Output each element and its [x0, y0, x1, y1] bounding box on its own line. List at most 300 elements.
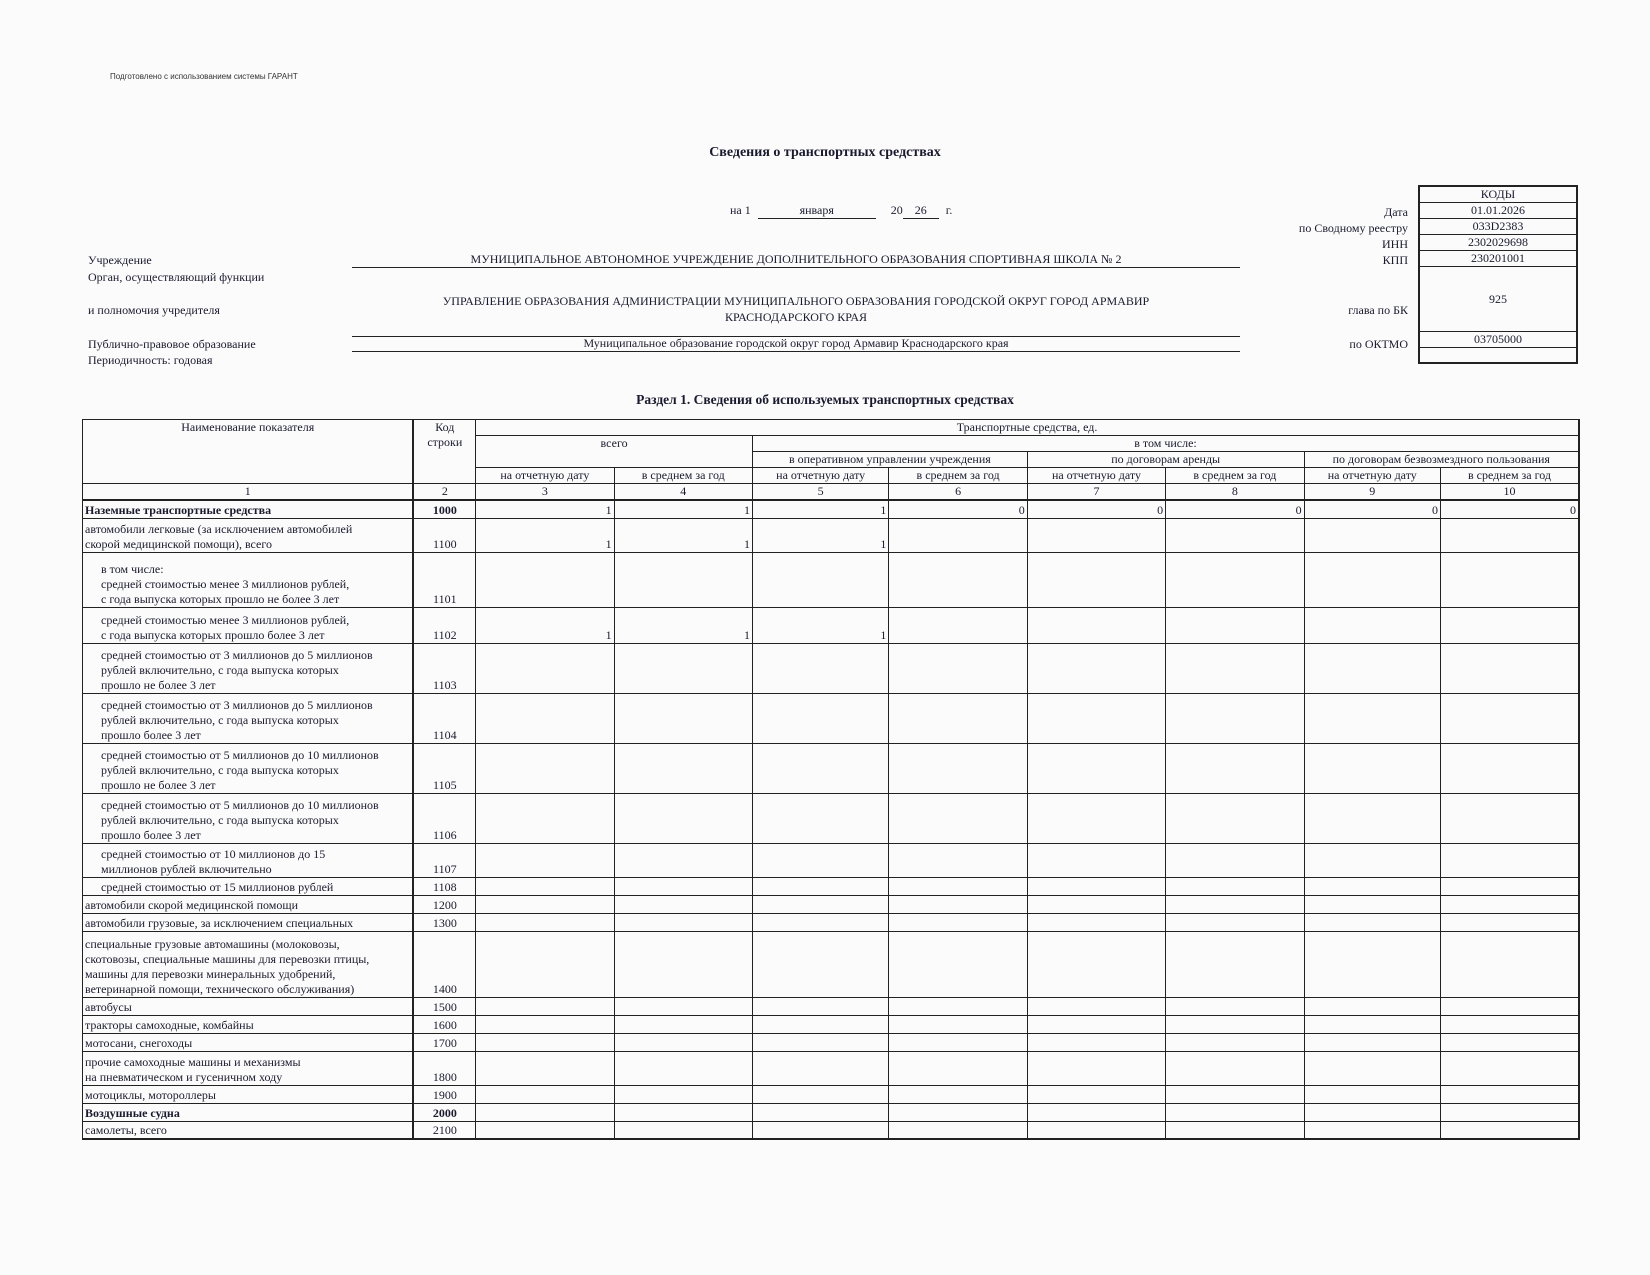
- row-name-line: средней стоимостью от 3 миллионов до 5 миллионов: [101, 697, 373, 712]
- row-value: 1: [752, 500, 888, 518]
- row-code: 1300: [413, 913, 475, 931]
- row-value: [752, 1103, 888, 1121]
- report-date-line: [730, 203, 952, 219]
- row-code: 1500: [413, 997, 475, 1015]
- row-value: [1166, 743, 1304, 793]
- row-code: 1106: [413, 793, 475, 843]
- row-value: [1166, 607, 1304, 643]
- row-value: [1166, 1085, 1304, 1103]
- row-value: [1440, 607, 1579, 643]
- table-row: [83, 913, 1580, 931]
- row-code: 1800: [413, 1051, 475, 1085]
- row-name-line: рублей включительно, с года выпуска которых: [101, 812, 339, 827]
- row-value: [1304, 895, 1440, 913]
- organ-label-line1: Орган, осуществляющий функции: [88, 270, 265, 284]
- col-number: 7: [1027, 484, 1165, 501]
- row-value: [889, 1103, 1027, 1121]
- date-prefix: на 1: [730, 203, 751, 217]
- row-value: [1304, 607, 1440, 643]
- row-value: [1166, 997, 1304, 1015]
- transport-table: [82, 419, 1580, 1140]
- row-value: [889, 1051, 1027, 1085]
- row-value: [614, 1121, 752, 1139]
- row-value: [1027, 1085, 1165, 1103]
- row-value: [1440, 913, 1579, 931]
- row-value: [1304, 1121, 1440, 1139]
- row-value: [476, 1015, 614, 1033]
- row-name: [83, 743, 414, 793]
- row-value: [1166, 643, 1304, 693]
- row-value: [614, 931, 752, 997]
- row-value: [476, 1033, 614, 1051]
- row-code: 1108: [413, 877, 475, 895]
- row-value: [476, 743, 614, 793]
- header-rent: по договорам аренды: [1027, 452, 1304, 468]
- row-value: [1027, 1033, 1165, 1051]
- header-transport: Транспортные средства, ед.: [476, 420, 1579, 436]
- row-name: [83, 931, 414, 997]
- row-code: 1103: [413, 643, 475, 693]
- col-number: 8: [1166, 484, 1304, 501]
- row-name-line: ветеринарной помощи, технического обслуживания): [85, 981, 355, 996]
- date-month: января: [758, 203, 876, 219]
- header-name: Наименование показателя: [83, 420, 414, 484]
- row-value: [1440, 743, 1579, 793]
- row-value: [1440, 1033, 1579, 1051]
- code-value-registry: 033D2383: [1419, 219, 1577, 235]
- row-code: 1102: [413, 607, 475, 643]
- table-row: [83, 643, 1580, 693]
- row-value: [476, 877, 614, 895]
- col-number: 3: [476, 484, 614, 501]
- row-name-line: самолеты, всего: [85, 1123, 167, 1137]
- row-name: [83, 1085, 414, 1103]
- institution-label: Учреждение: [88, 253, 152, 267]
- table-row: [83, 793, 1580, 843]
- row-value: [1166, 793, 1304, 843]
- col-number: 10: [1440, 484, 1579, 501]
- row-name-line: рублей включительно, с года выпуска которых: [101, 762, 339, 777]
- row-name-line: средней стоимостью менее 3 миллионов рублей,: [101, 612, 350, 627]
- row-value: [752, 997, 888, 1015]
- row-name-line: прошло более 3 лет: [101, 827, 201, 842]
- table-row: [83, 518, 1580, 552]
- row-value: [614, 793, 752, 843]
- row-name: [83, 552, 414, 607]
- row-value: [889, 1033, 1027, 1051]
- row-code: 1100: [413, 518, 475, 552]
- row-code: 1700: [413, 1033, 475, 1051]
- row-value: [1027, 693, 1165, 743]
- row-name-line: скотовозы, специальные машины для перевозки птицы,: [85, 951, 370, 966]
- row-value: [1027, 931, 1165, 997]
- organ-value-line1: УПРАВЛЕНИЕ ОБРАЗОВАНИЯ АДМИНИСТРАЦИИ МУНИЦИПАЛЬНОГО ОБРАЗОВАНИЯ ГОРОДСКОЙ ОКРУГ ГОРОД АРМАВИР: [442, 294, 1150, 308]
- row-name-line: Воздушные судна: [85, 1105, 180, 1120]
- row-value: 1: [752, 518, 888, 552]
- row-value: [476, 693, 614, 743]
- row-value: [1166, 1015, 1304, 1033]
- ppo-label: Публично-правовое образование: [88, 337, 256, 351]
- table-row: [83, 693, 1580, 743]
- row-value: [889, 843, 1027, 877]
- row-code: 1107: [413, 843, 475, 877]
- row-name: [83, 1015, 414, 1033]
- date-year-prefix: 20: [890, 203, 903, 217]
- row-value: [614, 1085, 752, 1103]
- row-value: [476, 843, 614, 877]
- row-value: [889, 895, 1027, 913]
- header-col-avg: в среднем за год: [1166, 468, 1304, 484]
- row-value: 1: [614, 518, 752, 552]
- row-name-line: средней стоимостью менее 3 миллионов рублей,: [101, 576, 350, 591]
- row-value: [1027, 643, 1165, 693]
- row-value: [1027, 1121, 1165, 1139]
- row-value: 0: [1166, 500, 1304, 518]
- page-title: Сведения о транспортных средствах: [709, 145, 941, 160]
- row-value: [1440, 877, 1579, 895]
- col-number: 2: [413, 484, 475, 501]
- row-code: 2100: [413, 1121, 475, 1139]
- row-value: [614, 643, 752, 693]
- row-value: 1: [476, 518, 614, 552]
- row-value: [752, 913, 888, 931]
- institution-value: МУНИЦИПАЛЬНОЕ АВТОНОМНОЕ УЧРЕЖДЕНИЕ ДОПОЛНИТЕЛЬНОГО ОБРАЗОВАНИЯ СПОРТИВНАЯ ШКОЛА № 2: [352, 252, 1240, 268]
- row-value: [1440, 552, 1579, 607]
- row-value: [752, 1085, 888, 1103]
- row-name: [83, 913, 414, 931]
- row-value: 1: [476, 607, 614, 643]
- row-value: 1: [614, 607, 752, 643]
- row-value: [1166, 1103, 1304, 1121]
- row-value: [1440, 895, 1579, 913]
- row-name-line: с года выпуска которых прошло не более 3 лет: [101, 591, 340, 606]
- row-code: 1600: [413, 1015, 475, 1033]
- row-value: [1166, 877, 1304, 895]
- header-code-line1: Код: [435, 420, 455, 434]
- code-label-oktmo: по ОКТМО: [1349, 337, 1408, 351]
- header-col-avg: в среднем за год: [889, 468, 1027, 484]
- row-name: [83, 997, 414, 1015]
- table-row: [83, 743, 1580, 793]
- row-name-line: автомобили скорой медицинской помощи: [85, 897, 299, 912]
- header-total: всего: [476, 436, 753, 468]
- row-value: [752, 877, 888, 895]
- code-label-registry: по Сводному реестру: [1298, 221, 1408, 235]
- row-value: [614, 913, 752, 931]
- row-name: [83, 607, 414, 643]
- row-value: [889, 518, 1027, 552]
- row-value: [889, 913, 1027, 931]
- header-col-at-date: на отчетную дату: [752, 468, 888, 484]
- row-value: [1440, 518, 1579, 552]
- row-name-line: специальные грузовые автомашины (молоковозы,: [85, 936, 340, 951]
- code-value-inn: 2302029698: [1419, 235, 1577, 251]
- row-value: [889, 877, 1027, 895]
- row-name: [83, 793, 414, 843]
- row-value: [1440, 643, 1579, 693]
- row-value: [1440, 1051, 1579, 1085]
- row-value: [614, 1103, 752, 1121]
- organ-value-line2: КРАСНОДАРСКОГО КРАЯ: [724, 310, 868, 324]
- row-value: [1027, 877, 1165, 895]
- col-number: 9: [1304, 484, 1440, 501]
- row-code: 1200: [413, 895, 475, 913]
- table-row: [83, 607, 1580, 643]
- row-value: 0: [1304, 500, 1440, 518]
- row-value: [752, 1121, 888, 1139]
- code-label-date: Дата: [1384, 205, 1408, 219]
- row-value: [476, 895, 614, 913]
- row-name: [83, 643, 414, 693]
- row-name: [83, 843, 414, 877]
- row-value: [1304, 1085, 1440, 1103]
- row-name: [83, 518, 414, 552]
- row-value: 0: [1440, 500, 1579, 518]
- table-row: [83, 1015, 1580, 1033]
- row-value: [889, 693, 1027, 743]
- row-value: [476, 643, 614, 693]
- row-value: [614, 877, 752, 895]
- row-name: [83, 895, 414, 913]
- row-value: [889, 931, 1027, 997]
- table-row: [83, 895, 1580, 913]
- row-code: 1101: [413, 552, 475, 607]
- row-name-line: средней стоимостью от 5 миллионов до 10 миллионов: [101, 797, 379, 812]
- header-col-at-date: на отчетную дату: [1304, 468, 1440, 484]
- row-value: [1027, 895, 1165, 913]
- row-name-line: прошло не более 3 лет: [101, 677, 216, 692]
- row-value: [752, 843, 888, 877]
- row-value: [1440, 1015, 1579, 1033]
- table-row: [83, 1121, 1580, 1139]
- row-value: [889, 643, 1027, 693]
- row-value: [1166, 693, 1304, 743]
- row-value: [1304, 913, 1440, 931]
- row-value: [1166, 1121, 1304, 1139]
- row-value: [1027, 518, 1165, 552]
- organ-label-line2: и полномочия учредителя: [88, 303, 220, 317]
- row-value: [1304, 793, 1440, 843]
- row-name-line: автобусы: [85, 999, 132, 1014]
- row-value: [614, 997, 752, 1015]
- row-value: [1166, 1051, 1304, 1085]
- row-value: [1166, 843, 1304, 877]
- row-name-line: в том числе:: [101, 561, 164, 576]
- row-value: [889, 793, 1027, 843]
- code-value-date: 01.01.2026: [1419, 203, 1577, 219]
- date-year: 26: [903, 203, 939, 219]
- row-name: [83, 1051, 414, 1085]
- row-name-line: автомобили грузовые, за исключением специальных: [85, 915, 354, 930]
- row-value: [1304, 1015, 1440, 1033]
- row-value: [1166, 552, 1304, 607]
- header-col-avg: в среднем за год: [1440, 468, 1579, 484]
- col-number: 1: [83, 484, 414, 501]
- row-value: 0: [1027, 500, 1165, 518]
- row-value: [889, 1015, 1027, 1033]
- row-value: [1440, 843, 1579, 877]
- row-value: [476, 552, 614, 607]
- row-name-line: прочие самоходные машины и механизмы: [85, 1054, 301, 1069]
- row-value: [1304, 1051, 1440, 1085]
- row-value: [752, 743, 888, 793]
- col-number: 5: [752, 484, 888, 501]
- row-name-line: прошло не более 3 лет: [101, 777, 216, 792]
- row-value: [476, 793, 614, 843]
- table-row: [83, 1051, 1580, 1085]
- row-value: [476, 1121, 614, 1139]
- row-code: 1400: [413, 931, 475, 997]
- row-value: [476, 913, 614, 931]
- table-row: [83, 997, 1580, 1015]
- row-name-line: с года выпуска которых прошло более 3 лет: [101, 627, 325, 642]
- row-name-line: скорой медицинской помощи), всего: [85, 536, 272, 551]
- code-value-oktmo: 03705000: [1419, 332, 1577, 348]
- row-value: [889, 607, 1027, 643]
- row-value: [1027, 913, 1165, 931]
- row-name-line: мотоциклы, мотороллеры: [85, 1087, 216, 1102]
- organ-value: [352, 293, 1240, 337]
- row-value: [1440, 693, 1579, 743]
- code-value-glava-bk: 925: [1419, 267, 1577, 332]
- header-code-line2: строки: [427, 435, 463, 449]
- row-value: [1304, 931, 1440, 997]
- row-value: [1027, 843, 1165, 877]
- row-value: [752, 1015, 888, 1033]
- row-name-line: рублей включительно, с года выпуска которых: [101, 712, 339, 727]
- row-name: [83, 693, 414, 743]
- row-value: [1304, 1033, 1440, 1051]
- code-label-glava-bk: глава по БК: [1348, 303, 1408, 317]
- row-value: [476, 1051, 614, 1085]
- header-operative: в оперативном управлении учреждения: [752, 452, 1027, 468]
- table-row: [83, 843, 1580, 877]
- row-value: [752, 1033, 888, 1051]
- row-value: [1440, 1085, 1579, 1103]
- col-number: 6: [889, 484, 1027, 501]
- row-name: [83, 1033, 414, 1051]
- row-value: [1027, 607, 1165, 643]
- row-value: 0: [889, 500, 1027, 518]
- row-value: [1440, 793, 1579, 843]
- row-code: 1900: [413, 1085, 475, 1103]
- row-value: [752, 895, 888, 913]
- date-suffix: г.: [945, 203, 953, 217]
- row-value: [614, 552, 752, 607]
- row-value: [752, 643, 888, 693]
- code-label-kpp: КПП: [1382, 253, 1408, 267]
- row-value: [1304, 877, 1440, 895]
- row-name-line: автомобили легковые (за исключением автомобилей: [85, 521, 353, 536]
- row-value: [614, 693, 752, 743]
- row-value: [1027, 997, 1165, 1015]
- row-value: [889, 997, 1027, 1015]
- row-value: [1027, 793, 1165, 843]
- row-value: [614, 895, 752, 913]
- header-free-use: по договорам безвозмездного пользования: [1304, 452, 1579, 468]
- row-name-line: средней стоимостью от 3 миллионов до 5 миллионов: [101, 647, 373, 662]
- row-value: [1027, 1051, 1165, 1085]
- row-value: [1304, 997, 1440, 1015]
- header-including: в том числе:: [752, 436, 1579, 452]
- row-value: [1027, 1103, 1165, 1121]
- table-row: [83, 1033, 1580, 1051]
- row-name-line: миллионов рублей включительно: [101, 861, 272, 876]
- table-body: [83, 500, 1580, 1139]
- row-value: [476, 931, 614, 997]
- code-label-inn: ИНН: [1382, 237, 1408, 251]
- row-name-line: машины для перевозки минеральных удобрений,: [85, 966, 336, 981]
- periodicity: Периодичность: годовая: [88, 353, 213, 367]
- row-value: [752, 693, 888, 743]
- row-value: [1304, 743, 1440, 793]
- row-name-line: средней стоимостью от 5 миллионов до 10 миллионов: [101, 747, 379, 762]
- row-value: [1166, 913, 1304, 931]
- row-name-line: рублей включительно, с года выпуска которых: [101, 662, 339, 677]
- row-value: [889, 743, 1027, 793]
- row-value: [889, 1085, 1027, 1103]
- row-name-line: средней стоимостью от 15 миллионов рублей: [101, 879, 334, 894]
- row-value: [752, 552, 888, 607]
- row-value: [476, 1085, 614, 1103]
- row-value: [1304, 518, 1440, 552]
- row-name: [83, 877, 414, 895]
- table-row: [83, 1103, 1580, 1121]
- row-value: [1304, 1103, 1440, 1121]
- row-value: [1304, 552, 1440, 607]
- table-row: [83, 552, 1580, 607]
- row-code: 2000: [413, 1103, 475, 1121]
- codes-box: [1418, 185, 1578, 364]
- row-value: [614, 1015, 752, 1033]
- row-value: [752, 1051, 888, 1085]
- header-col-avg: в среднем за год: [614, 468, 752, 484]
- row-value: [1027, 552, 1165, 607]
- row-value: [614, 843, 752, 877]
- row-value: [1027, 1015, 1165, 1033]
- col-number: 4: [614, 484, 752, 501]
- row-name-line: прошло более 3 лет: [101, 727, 201, 742]
- codes-header: КОДЫ: [1419, 186, 1577, 203]
- row-value: 1: [476, 500, 614, 518]
- code-value-empty: [1419, 348, 1577, 364]
- code-value-kpp: 230201001: [1419, 251, 1577, 267]
- row-value: [752, 931, 888, 997]
- row-name-line: Наземные транспортные средства: [85, 502, 272, 517]
- table-row: [83, 931, 1580, 997]
- section-title: Раздел 1. Сведения об используемых транспортных средствах: [636, 392, 1014, 407]
- row-value: [1166, 1033, 1304, 1051]
- row-value: [889, 1121, 1027, 1139]
- row-value: [476, 997, 614, 1015]
- row-value: [1304, 843, 1440, 877]
- row-value: [1027, 743, 1165, 793]
- row-value: [889, 552, 1027, 607]
- row-value: [614, 1051, 752, 1085]
- row-value: [1440, 997, 1579, 1015]
- row-name: [83, 1121, 414, 1139]
- row-value: [1440, 1121, 1579, 1139]
- row-name-line: на пневматическом и гусеничном ходу: [85, 1069, 283, 1084]
- row-value: [1166, 895, 1304, 913]
- row-code: 1104: [413, 693, 475, 743]
- ppo-value: Муниципальное образование городской округ город Армавир Краснодарского края: [352, 336, 1240, 352]
- table-row: [83, 877, 1580, 895]
- row-name: [83, 1103, 414, 1121]
- row-value: [1166, 518, 1304, 552]
- row-value: [752, 793, 888, 843]
- row-value: [1304, 643, 1440, 693]
